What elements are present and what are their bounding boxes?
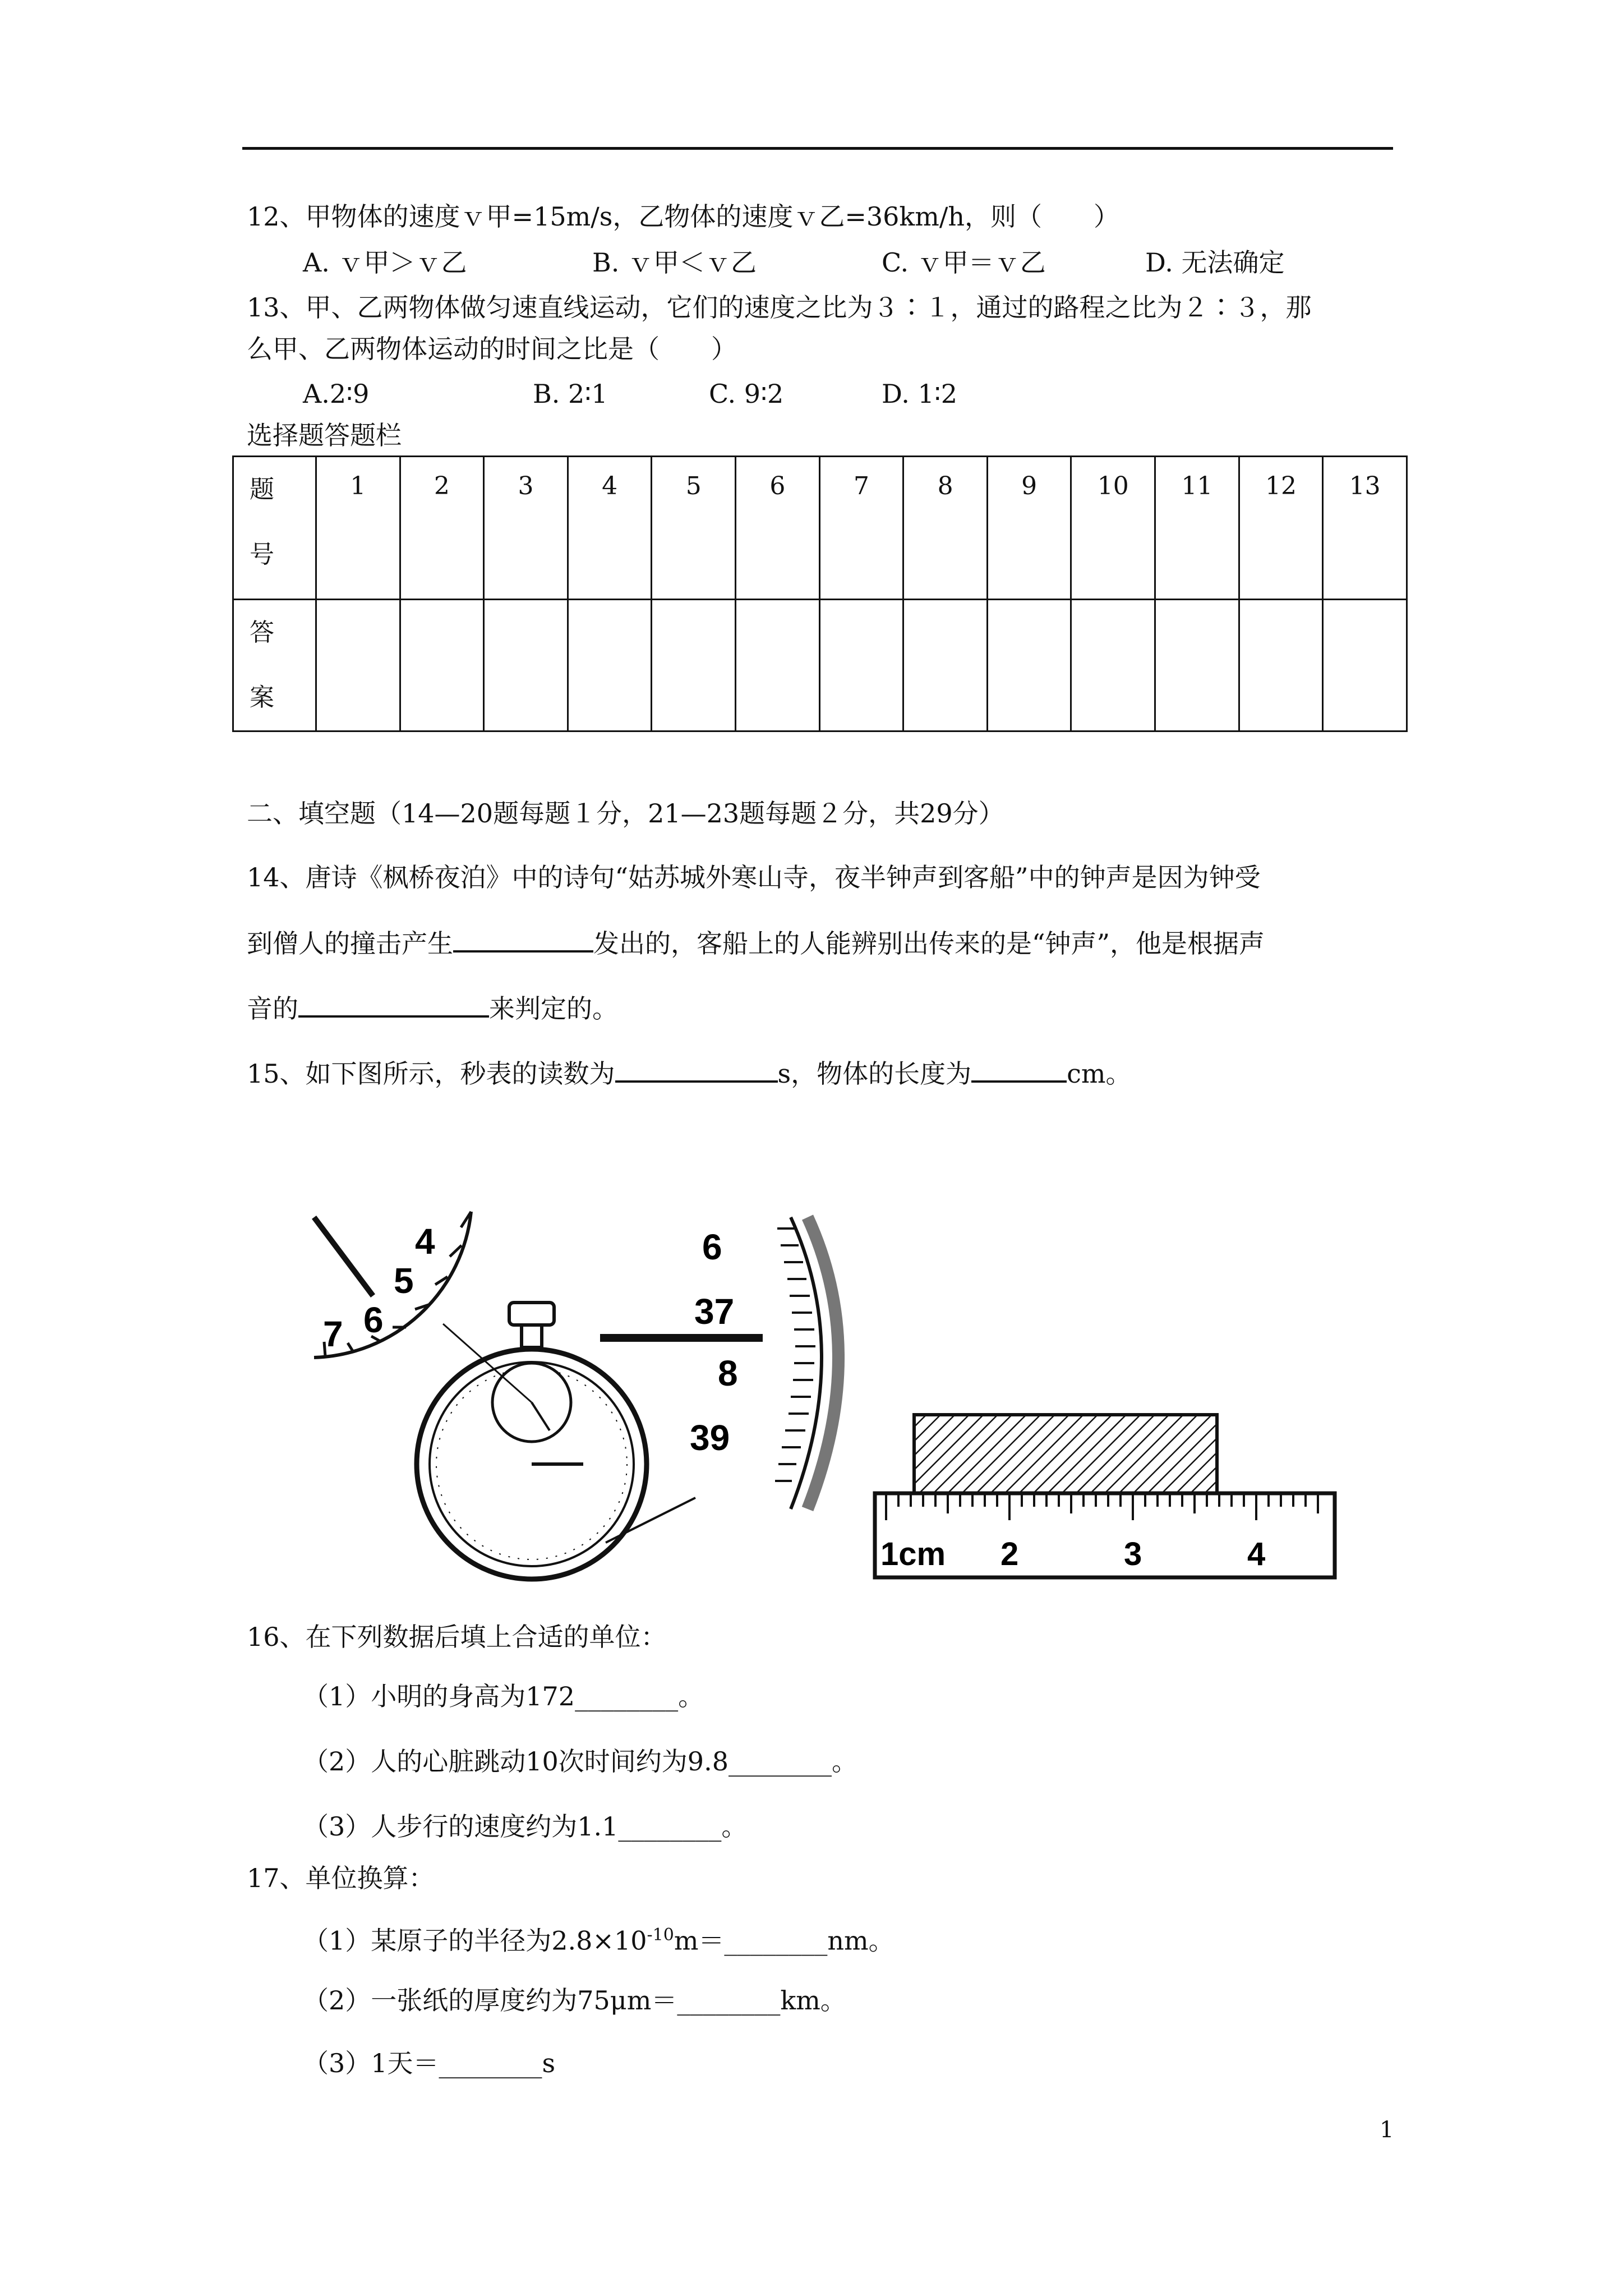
q14-blank1[interactable] — [453, 926, 593, 953]
question-number-10: 10 — [1071, 457, 1155, 600]
question-number-3: 3 — [484, 457, 568, 600]
scale-label-8: 8 — [718, 1353, 738, 1393]
inset-label-7: 7 — [323, 1314, 343, 1354]
stopwatch-icon — [417, 1303, 695, 1579]
question-number-4: 4 — [568, 457, 652, 600]
q17-item2: （2）一张纸的厚度约为75μm＝________km。 — [303, 1985, 846, 2016]
q14-line2: 到僧人的撞击产生 发出的，客船上的人能辨别出传来的是“钟声”，他是根据声 — [247, 926, 1265, 960]
q13-stem-line2: 么甲、乙两物体运动的时间之比是（ ） — [247, 334, 737, 364]
question-number-12: 12 — [1239, 457, 1323, 600]
question-number-1: 1 — [316, 457, 400, 600]
scale-label-37: 37 — [694, 1291, 735, 1332]
inset-label-6: 6 — [363, 1300, 384, 1340]
question-number-9: 9 — [987, 457, 1071, 600]
q15-stem: 15、如下图所示，秒表的读数为 s，物体的长度为 cm。 — [247, 1056, 1132, 1091]
question-number-13: 13 — [1323, 457, 1407, 600]
q13-option-d: D. 1∶2 — [882, 379, 957, 409]
answer-table — [232, 455, 1408, 732]
q17-item1: （1）某原子的半径为$2.8\times 10^{-10}m=\_\_\_\_\_\_\_\_nm$。 — [303, 1925, 895, 1956]
q13-stem-line1: 13、甲、乙两物体做匀速直线运动，它们的速度之比为３∶１，通过的路程之比为２∶３，那 — [247, 292, 1312, 323]
inset-label-5: 5 — [394, 1260, 414, 1301]
answer-cell-10[interactable] — [1071, 600, 1155, 731]
measured-block — [914, 1415, 1217, 1493]
q17-stem: 17、单位换算： — [247, 1863, 435, 1893]
ruler-label-2: 2 — [1000, 1536, 1019, 1572]
question-number-5: 5 — [652, 457, 736, 600]
answer-cell-5[interactable] — [652, 600, 736, 731]
answer-table-number-row — [233, 457, 1407, 600]
answer-table-caption: 选择题答题栏 — [247, 420, 402, 450]
question-number-8: 8 — [903, 457, 988, 600]
inset-pointer — [314, 1217, 373, 1296]
q13-option-c: C. 9∶2 — [709, 379, 784, 409]
page-number: 1 — [1380, 2117, 1394, 2143]
q16-stem: 16、在下列数据后填上合适的单位： — [247, 1622, 667, 1652]
answer-cell-13[interactable] — [1323, 600, 1407, 731]
q12-option-b: B. ｖ甲＜ｖ乙 — [592, 247, 757, 278]
answer-cell-4[interactable] — [568, 600, 652, 731]
answer-cell-6[interactable] — [736, 600, 820, 731]
q12-option-c: C. ｖ甲＝ｖ乙 — [882, 247, 1046, 278]
q13-option-b: B. 2∶1 — [533, 379, 608, 409]
q12-stem: 12、甲物体的速度ｖ甲=15m/s，乙物体的速度ｖ乙=36km/h，则（ ） — [247, 201, 1120, 232]
answer-cell-8[interactable] — [903, 600, 988, 731]
answer-cell-2[interactable] — [400, 600, 484, 731]
measurement-figure — [303, 1195, 1346, 1588]
ruler-label-3: 3 — [1124, 1536, 1142, 1572]
header-rule — [242, 147, 1393, 150]
scale-label-39: 39 — [690, 1418, 730, 1458]
stopwatch-inset-dial — [314, 1212, 471, 1358]
q16-item1: （1）小明的身高为172________。 — [303, 1681, 704, 1711]
question-number-7: 7 — [819, 457, 903, 600]
q16-item2: （2）人的心脏跳动10次时间约为9.8________。 — [303, 1746, 857, 1777]
answer-cell-1[interactable] — [316, 600, 400, 731]
question-number-11: 11 — [1155, 457, 1239, 600]
number-row-header: 题 号 — [233, 457, 316, 600]
question-number-2: 2 — [400, 457, 484, 600]
section2-title: 二、填空题（14—20题每题１分，21—23题每题２分，共29分） — [247, 798, 1004, 829]
q13-option-a: A.2∶9 — [303, 379, 370, 409]
answer-row-header: 答 案 — [233, 600, 316, 731]
ruler-label-4: 4 — [1247, 1536, 1266, 1572]
q15-blank-stopwatch[interactable] — [615, 1056, 778, 1083]
q14-blank2[interactable] — [298, 991, 489, 1018]
ruler-label-1cm: 1cm — [880, 1536, 946, 1572]
question-number-6: 6 — [736, 457, 820, 600]
answer-cell-7[interactable] — [819, 600, 903, 731]
answer-cell-11[interactable] — [1155, 600, 1239, 731]
scale-label-6: 6 — [702, 1227, 722, 1267]
q14-line3: 音的 来判定的。 — [247, 991, 618, 1025]
answer-cell-12[interactable] — [1239, 600, 1323, 731]
q17-item3: （3）1天＝________s — [303, 2048, 556, 2078]
q16-item3: （3）人步行的速度约为1.1________。 — [303, 1811, 748, 1842]
q12-option-a: A. ｖ甲＞ｖ乙 — [303, 247, 467, 278]
answer-table-answer-row — [233, 600, 1407, 731]
ruler-icon — [875, 1415, 1335, 1577]
q12-option-d: D. 无法确定 — [1145, 247, 1285, 278]
q14-line1: 14、唐诗《枫桥夜泊》中的诗句“姑苏城外寒山寺，夜半钟声到客船”中的钟声是因为钟受 — [247, 862, 1261, 892]
inset-label-4: 4 — [415, 1221, 435, 1262]
answer-cell-3[interactable] — [484, 600, 568, 731]
q15-blank-length[interactable] — [971, 1056, 1067, 1083]
answer-cell-9[interactable] — [987, 600, 1071, 731]
